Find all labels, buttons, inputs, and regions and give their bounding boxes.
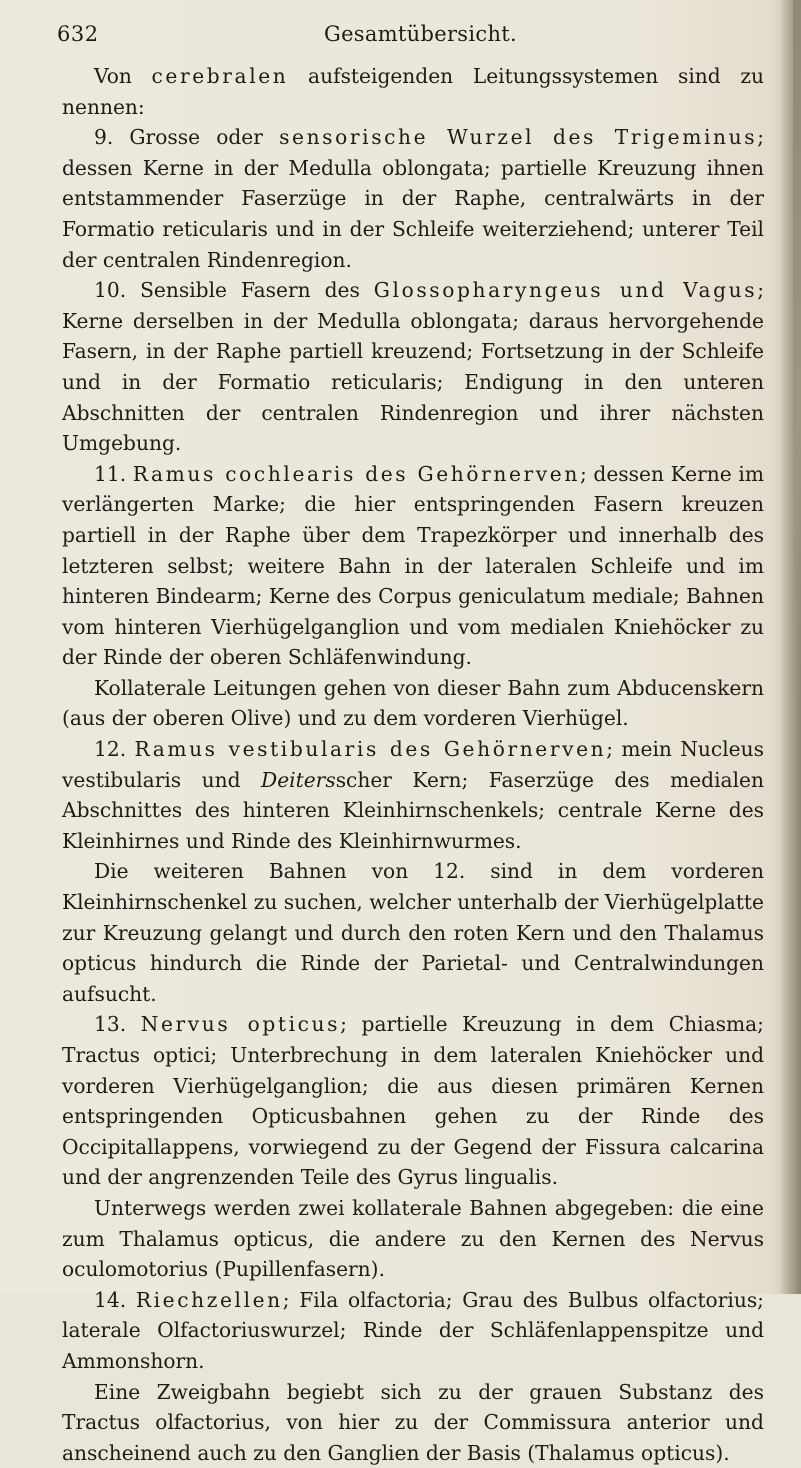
paragraph (62, 1377, 764, 1468)
text-run: Kollaterale Leitungen gehen von dieser Bahn zum Abducenskern (aus der oberen Olive) und zu dem vorderen Vierhügel. (62, 675, 764, 731)
spaced-term: Nervus opticus (140, 1012, 341, 1037)
text-run: 10. Sensible Fasern des (94, 278, 374, 303)
text-run: ; partielle Kreuzung in dem Chiasma; Tractus optici; Unterbrechung in dem lateralen Kniehöcker und vorderen Vierhügelganglion; die aus diesen primären Kernen entspringenden Opticusbahnen gehen zu der Rinde des Occipitallappens, vorwiegend zu der Gegend der Fissura calcarina und der angrenzenden Teile des Gyrus lingualis. (62, 1012, 764, 1190)
paragraph (62, 459, 764, 673)
text-run: Eine Zweigbahn begiebt sich zu der grauen Substanz des Tractus olfactorius, von hier zu der Commissura anterior und anscheinend auch zu den Ganglien der Basis (Thalamus opticus). (62, 1379, 764, 1465)
spaced-term: cerebralen (151, 64, 289, 88)
text-run: 13. (94, 1012, 141, 1037)
spaced-term: Ramus cochlearis des Gehörnerven (132, 461, 580, 486)
spaced-term: Riechzellen (135, 1287, 283, 1312)
paragraph (62, 1009, 764, 1193)
text-run: ; dessen Kerne in der Medulla oblongata; partielle Kreuzung ihnen entstammender Faserzüge in der Raphe, centralwärts in der Formatio reticularis und in der Schleife weiterziehend; unterer Teil der centralen Rindenregion. (62, 125, 764, 272)
paragraph (62, 856, 764, 1009)
page-header (0, 22, 801, 52)
text-run: Die weiteren Bahnen von 12. sind in dem vorderen Kleinhirnschenkel zu suchen, welcher unterhalb der Vierhügelplatte zur Kreuzung gelangt und durch den roten Kern und den Thalamus opticus hindurch die Rinde der Parietal- und Centralwindungen aufsucht. (62, 859, 764, 1006)
paragraph (62, 122, 764, 275)
text-run: scher Kern; Faserzüge des medialen Abschnittes des hinteren Kleinhirnschenkels; centrale Kerne des Kleinhirnes und Rinde des Kleinhirnwurmes. (62, 767, 764, 853)
page-number: 632 (57, 22, 99, 46)
text-run: Von (94, 64, 152, 88)
spaced-term: Glossopharyngeus und Vagus (373, 278, 758, 303)
paragraph (62, 673, 764, 734)
text-run: aufsteigenden Leitungssystemen sind zu nennen: (62, 64, 764, 119)
text-run: ; mein Nucleus vestibularis und (62, 737, 764, 792)
spaced-term: Ramus vestibularis des Gehörnerven (134, 737, 607, 762)
paragraph (62, 1285, 764, 1377)
page-edge-dark (793, 0, 801, 700)
text-run: ; Fila olfactoria; Grau des Bulbus olfactorius; laterale Olfactoriuswurzel; Rinde der Schläfenlappenspitze und Ammonshorn. (62, 1287, 764, 1373)
paragraph (62, 61, 764, 122)
paragraph (62, 1193, 764, 1285)
spaced-term: sensorische Wurzel des Trigeminus (279, 125, 758, 150)
text-run: 11. (94, 461, 133, 486)
text-run: 14. (94, 1287, 136, 1312)
paragraph (62, 275, 764, 459)
italic-term: Deiters (261, 767, 336, 792)
text-run: Unterwegs werden zwei kollaterale Bahnen abgegeben: die eine zum Thalamus opticus, die andere zu den Kernen des Nervus oculomotorius (Pupillenfasern). (62, 1195, 764, 1282)
running-title: Gesamtübersicht. (324, 22, 517, 46)
text-run: ; Kerne derselben in der Medulla oblongata; daraus hervorgehende Fasern, in der Raphe partiell kreuzend; Fortsetzung in der Schleife und in der Formatio reticularis; Endigung in den unteren Abschnitten der centralen Rindenregion und ihrer nächsten Umgebung. (62, 278, 764, 456)
text-run: 12. (94, 737, 135, 762)
text-run: 9. Grosse oder (94, 125, 280, 150)
body-text (62, 61, 764, 1468)
text-run: ; dessen Kerne im verlängerten Marke; die hier entspringenden Fasern kreuzen partiell in der Raphe über dem Trapezkörper und innerhalb des letzteren selbst; weitere Bahn in der lateralen Schleife und im hinteren Bindearm; Kerne des Corpus geniculatum mediale; Bahnen vom hinteren Vierhügelganglion und vom medialen Kniehöcker zu der Rinde der oberen Schläfenwindung. (62, 461, 764, 670)
paragraph (62, 734, 764, 856)
